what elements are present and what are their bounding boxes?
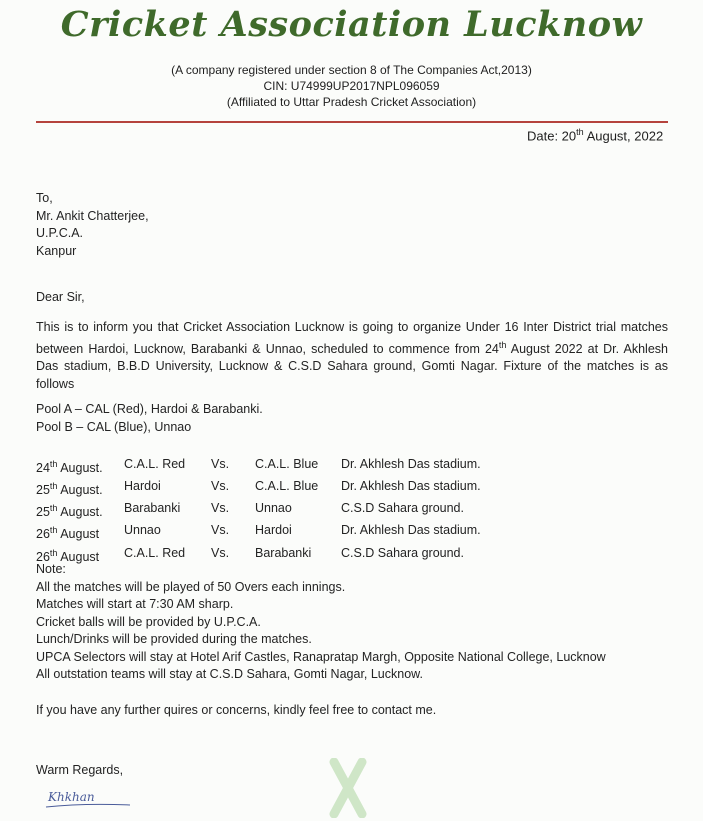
fixture-row	[36, 499, 481, 521]
fixture-team2: C.A.L. Blue	[255, 457, 319, 471]
org-name-title: Cricket Association Lucknow	[60, 4, 643, 45]
pools-block	[36, 401, 263, 436]
pool-line: Pool B – CAL (Blue), Unnao	[36, 419, 192, 434]
fixture-team2: C.A.L. Blue	[255, 479, 319, 494]
affiliation-line: (Affiliated to Uttar Pradesh Cricket Association)	[226, 95, 477, 109]
addressee-city: Kanpur	[36, 243, 77, 258]
fixture-team1: Barabanki	[124, 501, 181, 516]
body-paragraph: This is to inform you that Cricket Association Lucknow is going to organize Under 16 Inter District trial matches between Hardoi, Lucknow, Barabanki & Unnao, scheduled to commence from 24th August 2022 at Dr. Akhlesh Das stadium, B.B.D University, Lucknow & C.S.D Sahara ground, Gomti Nagar. Fixture of the matches is as follows	[36, 320, 668, 391]
letterhead-divider	[36, 121, 668, 123]
note-item: Cricket balls will be provided by U.P.C.A.	[36, 614, 261, 629]
notes-heading: Note:	[36, 562, 66, 576]
notes-block	[36, 561, 606, 684]
closing-line: If you have any further quires or concerns, kindly feel free to contact me.	[36, 703, 437, 717]
fixture-vs: Vs.	[211, 479, 230, 494]
fixture-team2: Barabanki	[255, 545, 312, 560]
pool-line: Pool A – CAL (Red), Hardoi & Barabanki.	[36, 402, 263, 416]
fixture-date: 25th August.	[36, 481, 103, 498]
addressee-org: U.P.C.A.	[36, 226, 84, 240]
note-item: Matches will start at 7:30 AM sharp.	[36, 597, 234, 611]
note-item: Lunch/Drinks will be provided during the matches.	[36, 632, 312, 646]
svg-text:Khkhan: Khkhan	[48, 790, 95, 804]
fixture-team1: Unnao	[124, 523, 161, 538]
green-logo-watermark-icon	[328, 758, 368, 818]
note-item: All outstation teams will stay at C.S.D Sahara, Gomti Nagar, Lucknow.	[36, 667, 423, 681]
warm-regards: Warm Regards,	[36, 763, 124, 777]
addressee-to: To,	[36, 191, 53, 205]
fixture-venue: Dr. Akhlesh Das stadium.	[341, 523, 481, 538]
addressee-block	[36, 190, 149, 260]
note-item: All the matches will be played of 50 Overs each innings.	[36, 579, 346, 594]
fixture-vs: Vs.	[211, 501, 230, 516]
fixture-team1: C.A.L. Red	[124, 545, 186, 560]
fixture-venue: Dr. Akhlesh Das stadium.	[341, 479, 481, 494]
fixture-row	[36, 477, 481, 499]
fixture-vs: Vs.	[211, 457, 230, 471]
letter-date: Date: 20th August, 2022	[527, 127, 664, 144]
fixture-date: 24th August.	[36, 459, 103, 476]
fixture-team2: Hardoi	[255, 523, 292, 538]
fixture-date: 25th August.	[36, 503, 103, 520]
signature	[44, 785, 134, 813]
salutation: Dear Sir,	[36, 290, 85, 304]
fixture-team1: C.A.L. Red	[124, 457, 186, 471]
cin-line: CIN: U74999UP2017NPL096059	[263, 79, 440, 93]
fixture-team2: Unnao	[255, 501, 292, 516]
fixture-row	[36, 455, 481, 477]
fixture-venue: C.S.D Sahara ground.	[341, 545, 464, 560]
fixture-date: 26th August	[36, 525, 100, 542]
note-item: UPCA Selectors will stay at Hotel Arif Castles, Ranapratap Margh, Opposite National College, Lucknow	[36, 649, 606, 664]
registration-line: (A company registered under section 8 of The Companies Act,2013)	[171, 63, 532, 77]
fixture-venue: C.S.D Sahara ground.	[341, 501, 464, 516]
fixture-vs: Vs.	[211, 523, 230, 538]
fixture-row	[36, 521, 481, 543]
fixtures-table	[36, 455, 481, 566]
fixture-venue: Dr. Akhlesh Das stadium.	[341, 457, 481, 471]
addressee-name: Mr. Ankit Chatterjee,	[36, 208, 149, 223]
fixture-vs: Vs.	[211, 545, 230, 560]
fixture-team1: Hardoi	[124, 479, 161, 494]
fixture-date: 26th August	[36, 547, 100, 564]
